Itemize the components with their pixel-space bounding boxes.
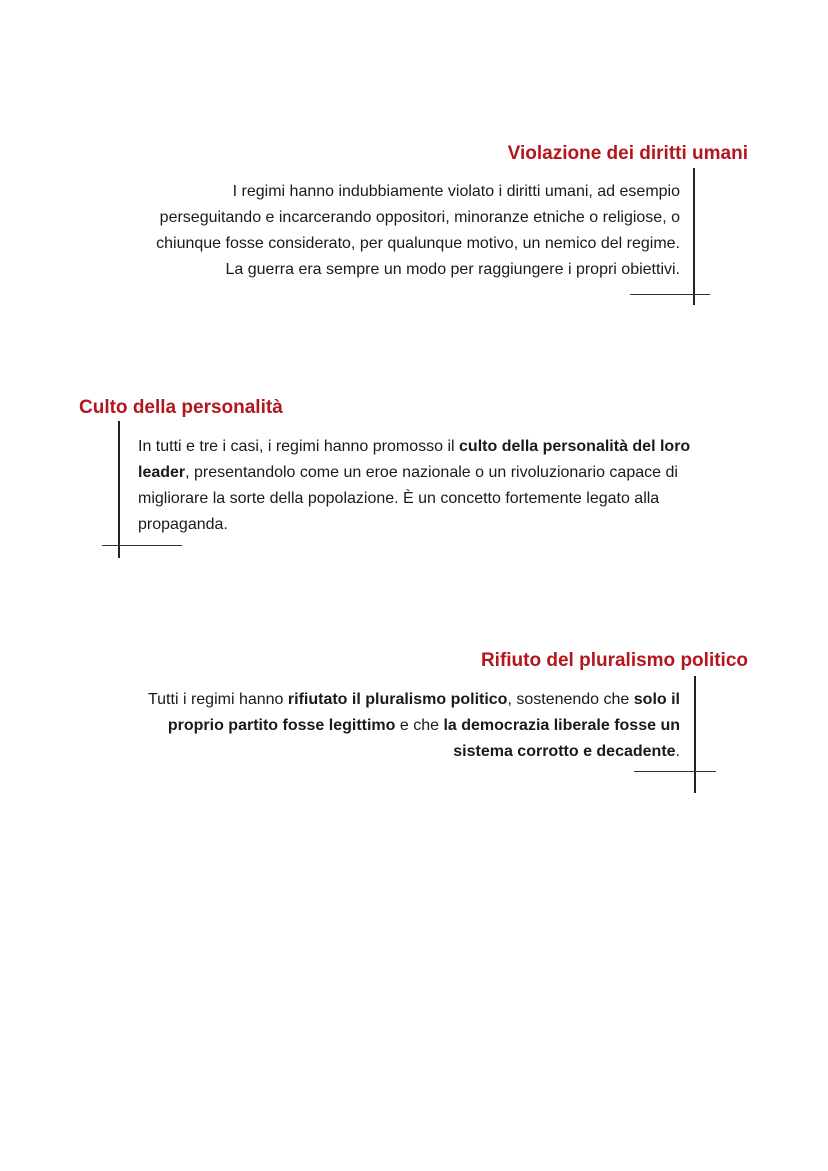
corner-mark-horizontal <box>102 545 182 546</box>
text-line: La guerra era sempre un modo per raggiungere i propri obiettivi. <box>225 261 680 278</box>
section-title-violazione: Violazione dei diritti umani <box>507 143 748 164</box>
corner-mark-horizontal <box>630 294 710 295</box>
text-line: sistema corrotto e decadente. <box>453 743 680 760</box>
text-line: Tutti i regimi hanno rifiutato il pluralismo politico, sostenendo che solo il <box>147 691 680 708</box>
section-text-violazione <box>40 179 680 283</box>
text-line: migliorare la sorte della popolazione. È un concetto fortemente legato alla <box>138 490 660 507</box>
corner-mark-vertical <box>118 421 120 558</box>
corner-mark-vertical <box>693 168 695 305</box>
text-line: propaganda. <box>138 516 228 533</box>
text-line: In tutti e tre i casi, i regimi hanno promosso il culto della personalità del loro <box>138 438 691 455</box>
corner-mark-horizontal <box>634 771 716 772</box>
section-title-culto: Culto della personalità <box>79 397 283 418</box>
text-line: chiunque fosse considerato, per qualunque motivo, un nemico del regime. <box>156 235 680 252</box>
section-text-culto <box>138 434 778 538</box>
section-text-rifiuto <box>40 687 680 765</box>
corner-mark-vertical <box>694 676 696 793</box>
text-line: I regimi hanno indubbiamente violato i diritti umani, ad esempio <box>232 183 680 200</box>
text-line: perseguitando e incarcerando oppositori, minoranze etniche o religiose, o <box>159 209 680 226</box>
section-title-rifiuto: Rifiuto del pluralismo politico <box>480 650 748 671</box>
text-line: proprio partito fosse legittimo e che la democrazia liberale fosse un <box>167 717 680 734</box>
text-line: leader, presentandolo come un eroe nazionale o un rivoluzionario capace di <box>138 464 678 481</box>
